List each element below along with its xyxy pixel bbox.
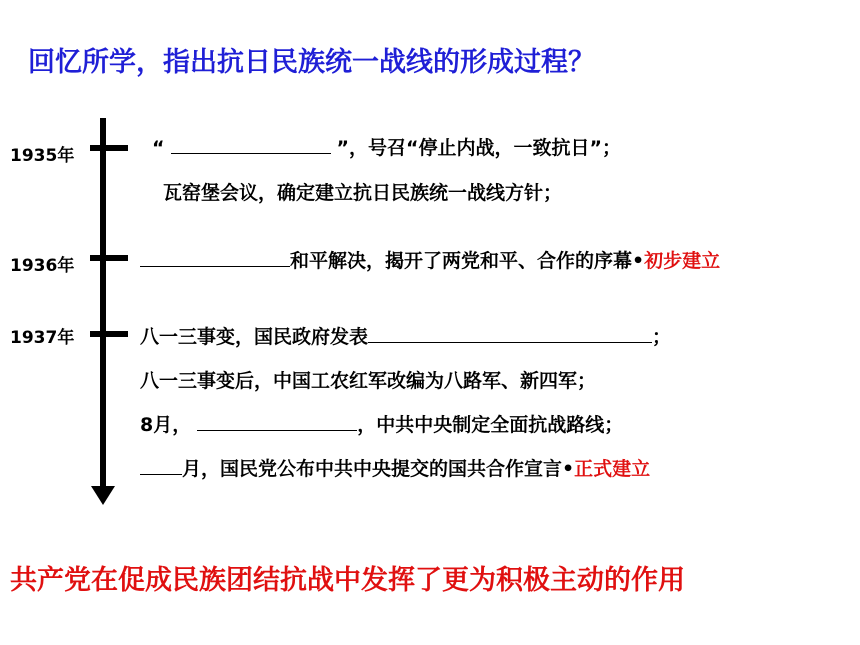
entry-1935-wayaobao: 瓦窑堡会议，确定建立抗日民族统一战线方针；	[163, 182, 563, 204]
year-1936: 1936年	[10, 256, 75, 276]
year-1935: 1935年	[10, 146, 75, 166]
fill-blank-5[interactable]	[140, 456, 182, 475]
bullet-dot: •	[562, 458, 575, 480]
entry-1937-august-text: ，中共中央制定全面抗战路线；	[357, 414, 624, 436]
page-title: 回忆所学，指出抗日民族统一战线的形成过程？	[28, 47, 595, 78]
open-quote: “	[152, 137, 165, 159]
entry-1937-august-month: 8月，	[140, 414, 192, 436]
entry-1936-text: 和平解决，揭开了两党和平、合作的序幕	[290, 250, 633, 272]
fill-blank-4[interactable]	[197, 412, 357, 431]
entry-1937-manifesto-text: 月，国民党公布中共中央提交的国共合作宣言	[182, 458, 563, 480]
entry-1935-call	[152, 133, 621, 160]
entry-1937-declaration-text: 八一三事变，国民政府发表	[140, 326, 369, 348]
stage-label-initial: 初步建立	[644, 250, 721, 272]
year-1937: 1937年	[10, 328, 75, 348]
entry-1935-call-text: ”，号召“停止内战，一致抗日”；	[336, 137, 621, 159]
entry-1937-manifesto	[140, 454, 650, 481]
entry-1937-reorganization: 八一三事变后，中国工农红军改编为八路军、新四军；	[140, 370, 597, 392]
entry-1937-august	[140, 410, 623, 437]
entry-1937-declaration-end: ；	[652, 326, 672, 348]
stage-label-formal: 正式建立	[574, 458, 651, 480]
conclusion-text: 共产党在促成民族团结抗战中发挥了更为积极主动的作用	[10, 565, 685, 596]
fill-blank-1[interactable]	[171, 135, 331, 154]
bullet-dot: •	[632, 250, 645, 272]
entry-1937-declaration	[140, 322, 671, 349]
fill-blank-2[interactable]	[140, 248, 290, 267]
entry-1936-xian	[140, 246, 720, 273]
fill-blank-3[interactable]	[368, 324, 652, 343]
